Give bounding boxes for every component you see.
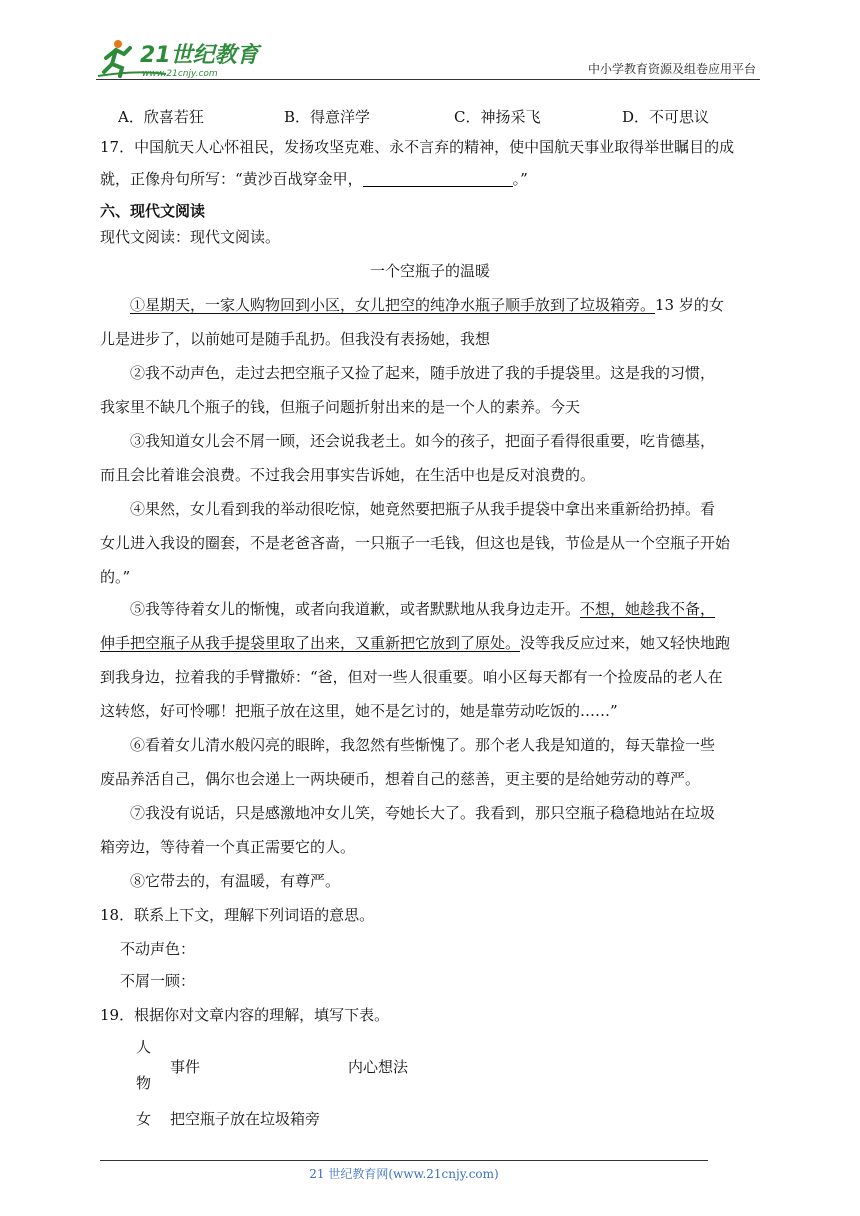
- paragraph-2-line1: ②我不动声色，走过去把空瓶子又捡了起来，随手放进了我的手提袋里。这是我的习惯，: [130, 364, 716, 382]
- paragraph-1-line2: 儿是进步了，以前她可是随手乱扔。但我没有表扬她，我想: [100, 330, 491, 348]
- paragraph-3-line1: ③我知道女儿会不屑一顾，还会说我老土。如今的孩子，把面子看得很重要，吃肯德基，: [130, 432, 716, 450]
- logo-url: www.21cnjy.com: [142, 69, 218, 79]
- q18-title: 18．联系上下文，理解下列词语的意思。: [100, 906, 375, 924]
- logo-21cnjy: [96, 36, 266, 80]
- q16-option-a: A．欣喜若狂: [118, 108, 204, 126]
- paragraph-5-line2: 伸手把空瓶子从我手提袋里取了出来，又重新把它放到了原处。没等我反应过来，她又轻快地跑: [100, 634, 731, 652]
- paragraph-6-line2: 废品养活自己，偶尔也会递上一两块硬币，想着自己的慈善，更主要的是给她劳动的尊严。: [100, 770, 701, 788]
- q16-option-d: D．不可思议: [622, 108, 710, 126]
- q17-line2: [100, 168, 528, 190]
- paragraph-4-line3: 的。”: [100, 568, 131, 586]
- paragraph-2-line2: 我家里不缺几个瓶子的钱，但瓶子问题折射出来的是一个人的素养。今天: [100, 398, 581, 416]
- footer-text: 21 世纪教育网(www.21cnjy.com): [309, 1167, 499, 1181]
- q17-text: 就，正像舟句所写：“黄沙百战穿金甲，: [100, 170, 363, 188]
- section-intro: 现代文阅读：现代文阅读。: [100, 228, 281, 246]
- q17-end: 。”: [512, 170, 528, 188]
- page-header: [96, 32, 760, 80]
- underlined-sentence: 伸手把空瓶子从我手提袋里取了出来，又重新把它放到了原处。: [100, 634, 521, 652]
- q17-answer-blank[interactable]: [363, 170, 513, 187]
- q16-option-c: C．神扬采飞: [454, 108, 541, 126]
- q17-line1: 17．中国航天人心怀祖民，发扬攻坚克难、永不言弃的精神，使中国航天事业取得举世瞩目的成: [100, 138, 735, 156]
- article-title: 一个空瓶子的温暖: [369, 262, 490, 280]
- footer-divider: [100, 1160, 708, 1161]
- section-title: 六、现代文阅读: [100, 202, 206, 220]
- paragraph-4-line2: 女儿进入我设的圈套，不是老爸吝啬，一只瓶子一毛钱，但这也是钱，节俭是从一个空瓶子开始: [100, 534, 731, 552]
- table-header-person-2: 物: [136, 1074, 152, 1092]
- table-header-event: 事件: [170, 1058, 201, 1076]
- q18-item-2: 不屑一顾：: [120, 972, 196, 990]
- paragraph-7-line2: 箱旁边，等待着一个真正需要它的人。: [100, 838, 356, 856]
- paragraph-6-line1: ⑥看着女儿清水般闪亮的眼眸，我忽然有些惭愧了。那个老人我是知道的，每天靠捡一些: [130, 736, 716, 754]
- header-divider: [96, 79, 760, 80]
- underlined-sentence: ①星期天，一家人购物回到小区，女儿把空的纯净水瓶子顺手放到了垃圾箱旁。: [130, 296, 656, 314]
- paragraph-4-line1: ④果然，女儿看到我的举动很吃惊，她竟然要把瓶子从我手提袋中拿出来重新给扔掉。看: [130, 500, 716, 518]
- table-header-thought: 内心想法: [348, 1058, 409, 1076]
- q18-item-1: 不动声色：: [120, 940, 196, 958]
- table-header-person-1: 人: [136, 1038, 152, 1056]
- paragraph-8: ⑧它带去的，有温暖，有尊严。: [130, 872, 341, 890]
- table-cell-person: 女: [136, 1110, 152, 1128]
- paragraph-5-line4: 这转悠，好可怜哪！把瓶子放在这里，她不是乞讨的，她是靠劳动吃饭的……”: [100, 702, 618, 720]
- header-platform-text: 中小学教育资源及组卷应用平台: [587, 62, 756, 76]
- q16-option-b: B．得意洋学: [284, 108, 371, 126]
- paragraph-5-line3: 到我身边，拉着我的手臂撒娇：“爸，但对一些人很重要。咱小区每天都有一个捡废品的老人在: [100, 668, 723, 686]
- logo-text: 21世纪教育: [140, 43, 259, 68]
- underlined-sentence: 不想，她趁我不备，: [580, 600, 716, 618]
- q19-table: [100, 1036, 760, 1136]
- paragraph-7-line1: ⑦我没有说话，只是感激地冲女儿笑，夸她长大了。我看到，那只空瓶子稳稳地站在垃圾: [130, 804, 716, 822]
- table-cell-event: 把空瓶子放在垃圾箱旁: [170, 1110, 321, 1128]
- paragraph-3-line2: 而且会比着谁会浪费。不过我会用事实告诉她，在生活中也是反对浪费的。: [100, 466, 596, 484]
- paragraph-1-line1: ①星期天，一家人购物回到小区，女儿把空的纯净水瓶子顺手放到了垃圾箱旁。13 岁的女: [130, 296, 724, 314]
- paragraph-5-line1: ⑤我等待着女儿的惭愧，或者向我道歉，或者默默地从我身边走开。不想，她趁我不备，: [130, 600, 716, 618]
- q19-title: 19．根据你对文章内容的理解，填写下表。: [100, 1006, 390, 1024]
